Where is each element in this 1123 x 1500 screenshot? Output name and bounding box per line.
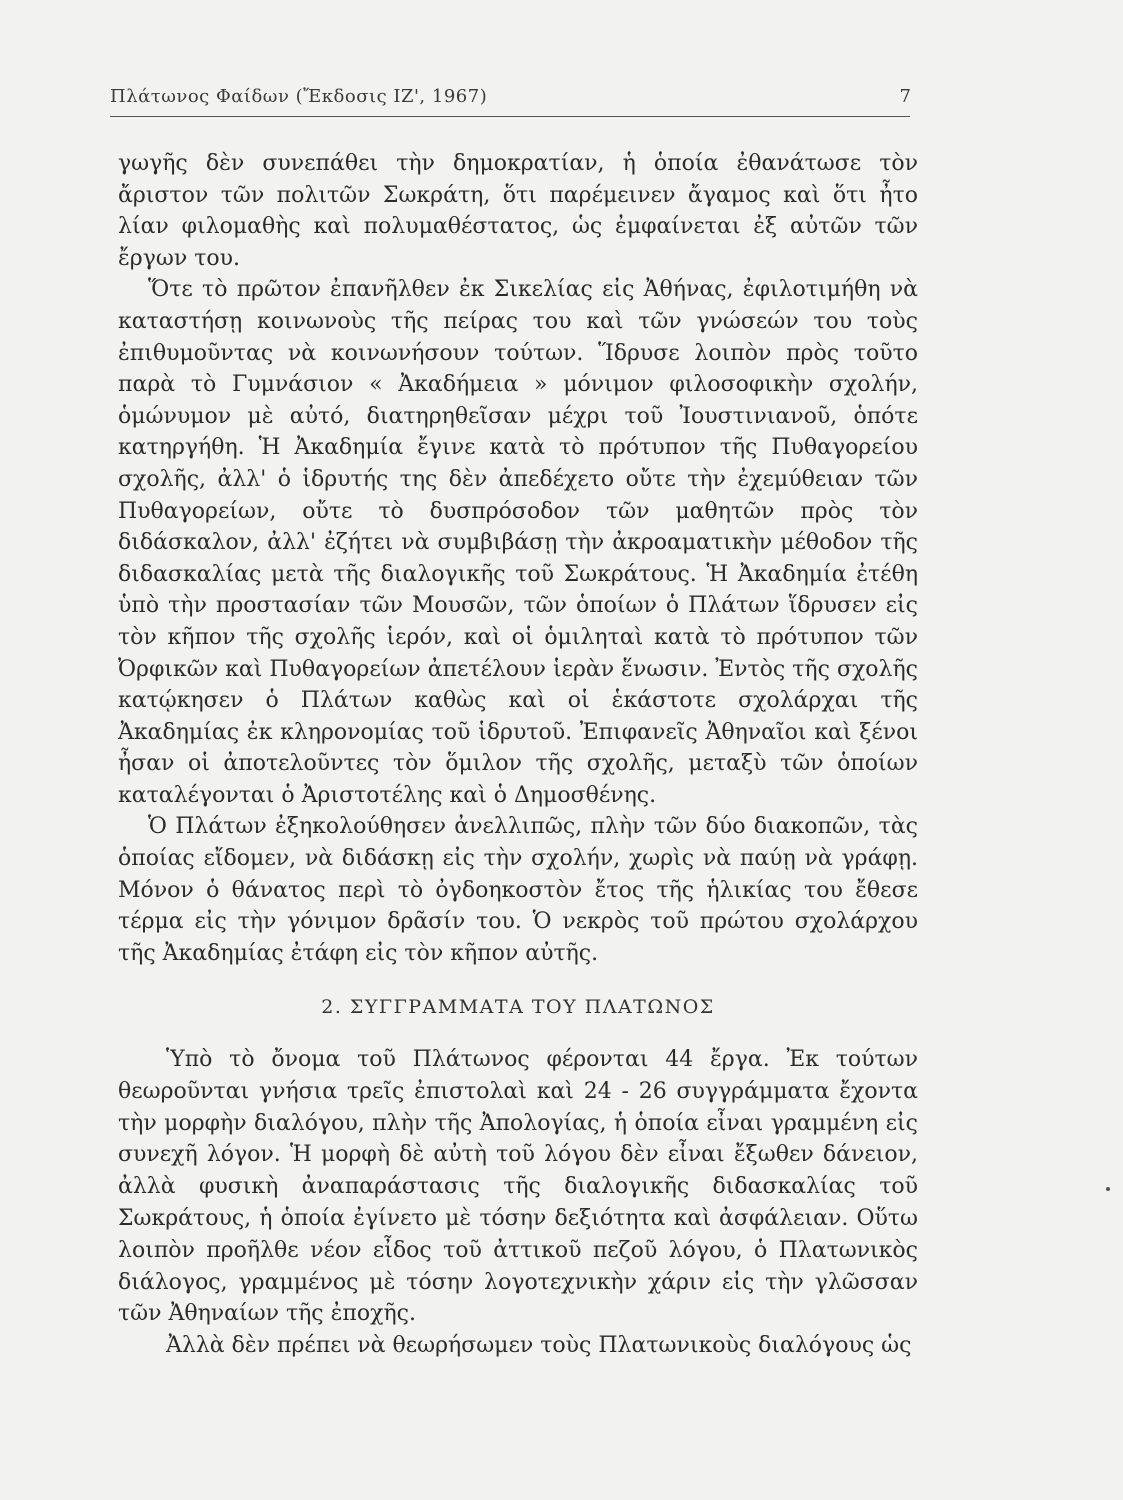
body-text-top xyxy=(118,148,918,969)
page-number: 7 xyxy=(899,86,911,107)
section-heading: 2. ΣΥΓΓΡΑΜΜΑΤΑ ΤΟΥ ΠΛΑΤΩΝΟΣ xyxy=(321,996,715,1018)
paragraph: Ὁ Πλάτων ἐξηκολούθησεν ἀνελλιπῶς, πλὴν τῶν δύο διακοπῶν, τὰς ὁποίας εἴδομεν, νὰ διδάσκῃ εἰς τὴν σχολήν, χωρὶς νὰ παύῃ νὰ γράφῃ. Μόνον ὁ θάνατος περὶ τὸ ὀγδοηκοστὸν ἔτος τῆς ἡλικίας του ἔθεσε τέρμα εἰς τὴν γόνιμον δρᾶσίν του. Ὁ νεκρὸς τοῦ πρώτου σχολάρχου τῆς Ἀκαδημίας ἐτάφη εἰς τὸν κῆπον αὐτῆς. xyxy=(118,814,918,966)
paragraph: Ὅτε τὸ πρῶτον ἐπανῆλθεν ἐκ Σικελίας εἰς Ἀθήνας, ἐφιλοτιμήθη νὰ καταστήσῃ κοινωνοὺς τῆς πείρας του καὶ τῶν γνώσεών του τοὺς ἐπιθυμοῦντας νὰ κοινωνήσουν τούτων. Ἵδρυσε λοιπὸν πρὸς τοῦτο παρὰ τὸ Γυμνάσιον « Ἀκαδήμεια » μόνιμον φιλοσοφικὴν σχολήν, ὁμώνυμον μὲ αὐτό, διατηρηθεῖσαν μέχρι τοῦ Ἰουστινιανοῦ, ὁπότε κατηργήθη. Ἡ Ἀκαδημία ἔγινε κατὰ τὸ πρότυπον τῆς Πυθαγορείου σχολῆς, ἀλλ' ὁ ἱδρυτής της δὲν ἀπεδέχετο οὔτε τὴν ἐχεμύθειαν τῶν Πυθαγορείων, οὔτε τὸ δυσπρόσοδον τῶν μαθητῶν πρὸς τὸν διδάσκαλον, ἀλλ' ἐζήτει νὰ συμβιβάσῃ τὴν ἀκροαματικὴν μέθοδον τῆς διδασκαλίας μετὰ τῆς διαλογικῆς τοῦ Σωκράτους. Ἡ Ἀκαδημία ἐτέθη ὑπὸ τὴν προστασίαν τῶν Μουσῶν, τῶν ὁποίων ὁ Πλάτων ἵδρυσεν εἰς τὸν κῆπον τῆς σχολῆς ἱερόν, καὶ οἱ ὁμιληταὶ κατὰ τὸ πρότυπον τῶν Ὀρφικῶν καὶ Πυθαγορείων ἀπετέλουν ἱερὰν ἕνωσιν. Ἐντὸς τῆς σχολῆς κατῴκησεν ὁ Πλάτων καθὼς καὶ οἱ ἑκάστοτε σχολάρχαι τῆς Ἀκαδημίας ἐκ κληρονομίας τοῦ ἱδρυτοῦ. Ἐπιφανεῖς Ἀθηναῖοι καὶ ξένοι ἦσαν οἱ ἀποτελοῦντες τὸν ὅμιλον τῆς σχολῆς, μεταξὺ τῶν ὁποίων καταλέγονται ὁ Ἀριστοτέλης καὶ ὁ Δημοσθένης. xyxy=(118,277,918,808)
paragraph: Ὑπὸ τὸ ὄνομα τοῦ Πλάτωνος φέρονται 44 ἔργα. Ἐκ τούτων θεωροῦνται γνήσια τρεῖς ἐπιστολαὶ καὶ 24 - 26 συγγράμματα ἔχοντα τὴν μορφὴν διαλόγου, πλὴν τῆς Ἀπολογίας, ἡ ὁποία εἶναι γραμμένη εἰς συνεχῆ λόγον. Ἡ μορφὴ δὲ αὐτὴ τοῦ λόγου δὲν εἶναι ἔξωθεν δάνειον, ἀλλὰ φυσικὴ ἀναπαράστασις τῆς διαλογικῆς διδασκαλίας τοῦ Σωκράτους, ἡ ὁποία ἐγίνετο μὲ τόσην δεξιότητα καὶ ἀσφάλειαν. Οὕτω λοιπὸν προῆλθε νέον εἶδος τοῦ ἀττικοῦ πεζοῦ λόγου, ὁ Πλατωνικὸς διάλογος, γραμμένος μὲ τόσην λογοτεχνικὴν χάριν εἰς τὴν γλῶσσαν τῶν Ἀθηναίων τῆς ἐποχῆς. xyxy=(118,1047,918,1327)
body-text-bottom xyxy=(118,1044,918,1362)
running-header xyxy=(110,86,910,117)
paragraph: γωγῆς δὲν συνεπάθει τὴν δημοκρατίαν, ἡ ὁποία ἐθανάτωσε τὸν ἄριστον τῶν πολιτῶν Σωκράτη, ὅτι παρέμεινεν ἄγαμος καὶ ὅτι ἦτο λίαν φιλομαθὴς καὶ πολυμαθέστατος, ὡς ἐμφαίνεται ἐξ αὐτῶν τῶν ἔργων του. xyxy=(118,151,918,271)
scan-speck xyxy=(1106,1187,1110,1191)
header-title: Πλάτωνος Φαίδων (Ἔκδοσις ΙΖ', 1967) xyxy=(110,86,488,107)
paragraph: Ἀλλὰ δὲν πρέπει νὰ θεωρήσωμεν τοὺς Πλατωνικοὺς διαλόγους ὡς xyxy=(166,1333,912,1359)
